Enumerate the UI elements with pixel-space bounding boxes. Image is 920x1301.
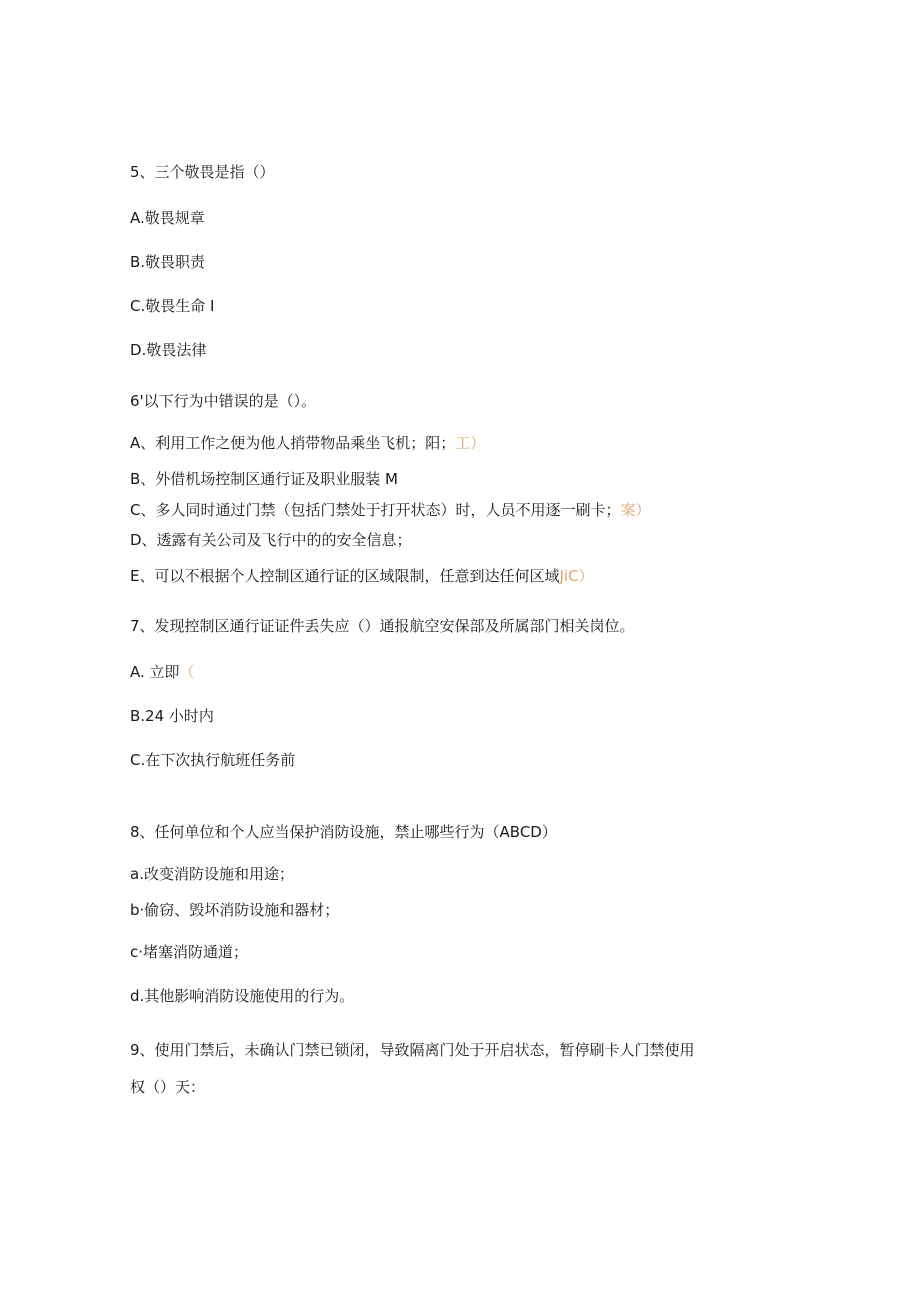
option-text: D、透露有关公司及飞行中的的安全信息； [130,531,412,549]
question-9-stem-continued: 权（）天： [130,1078,206,1096]
question-6-stem: 6'以下行为中错误的是（）。 [130,392,317,410]
answer-mark: JiC） [559,567,594,585]
question-5-option-b: B.敬畏职责 [130,253,206,271]
question-6-option-e [130,566,594,586]
question-7-option-a [130,662,195,682]
question-5-option-a: A.敬畏规章 [130,209,205,227]
question-7-option-b [130,706,214,726]
question-6-option-c [130,500,651,520]
question-7-stem: 7、发现控制区通行证证件丢失应（）通报航空安保部及所属部门相关岗位。 [130,617,635,635]
question-6-option-a [130,433,485,453]
question-8-option-d: d.其他影响消防设施使用的行为。 [130,987,355,1005]
question-5-option-c: C.敬畏生命 I [130,297,215,315]
question-7-option-c [130,750,295,770]
question-5-stem: 5、三个敬畏是指（） [130,163,275,181]
question-8-option-a: a.改变消防设施和用途； [130,865,294,883]
question-9-stem: 9、使用门禁后，未确认门禁已锁闭，导致隔离门处于开启状态，暂停刷卡人门禁使用 [130,1041,695,1059]
option-text: C、多人同时通过门禁（包括门禁处于打开状态）时，人员不用逐一刷卡； [130,501,621,519]
option-text: E、可以不根据个人控制区通行证的区域限制，任意到达任何区域 [130,567,560,585]
question-8-stem: 8、任何单位和个人应当保护消防设施，禁止哪些行为（ABCD） [130,823,557,841]
question-8-option-c: c·堵塞消防通道； [130,943,249,961]
option-text: B.24 小时内 [130,707,214,725]
question-5-option-d: D.敬畏法律 [130,341,207,359]
answer-mark: 案） [620,501,651,519]
answer-mark: （ [179,663,195,681]
question-6-option-b [130,469,398,489]
question-8-option-b: b·偷窃、毁坏消防设施和器材； [130,901,340,919]
answer-mark: 工） [455,434,486,452]
question-6-option-d [130,530,412,550]
option-text: C.在下次执行航班任务前 [130,751,296,769]
option-text: A. 立即 [130,663,180,681]
option-text: B、外借机场控制区通行证及职业服装 M [130,470,399,488]
option-text: A、利用工作之便为他人捎带物品乘坐飞机；阳； [130,434,456,452]
